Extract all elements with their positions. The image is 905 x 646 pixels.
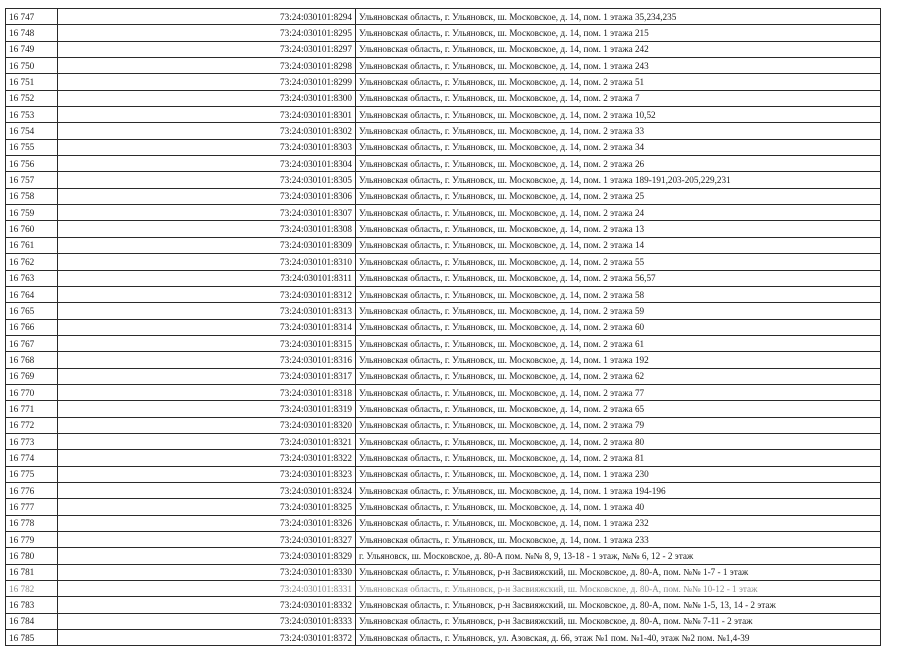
cadastral-number-cell: 73:24:030101:8306	[58, 188, 356, 204]
row-number-cell: 16 767	[6, 335, 58, 351]
address-cell: Ульяновская область, г. Ульяновск, ш. Московское, д. 14, пом. 1 этажа 232	[356, 515, 881, 531]
table-row	[6, 74, 881, 90]
cadastral-number-cell: 73:24:030101:8315	[58, 335, 356, 351]
row-number-cell: 16 782	[6, 581, 58, 597]
cadastral-number-cell: 73:24:030101:8311	[58, 270, 356, 286]
address-cell: г. Ульяновск, ш. Московское, д. 80-А пом. №№ 8, 9, 13-18 - 1 этаж, №№ 6, 12 - 2 этаж	[356, 548, 881, 564]
table-row	[6, 597, 881, 613]
row-number-cell: 16 754	[6, 123, 58, 139]
table-row	[6, 564, 881, 580]
row-number-cell: 16 747	[6, 9, 58, 25]
address-cell: Ульяновская область, г. Ульяновск, ш. Московское, д. 14, пом. 2 этажа 79	[356, 417, 881, 433]
row-number-cell: 16 768	[6, 352, 58, 368]
address-cell: Ульяновская область, г. Ульяновск, ш. Московское, д. 14, пом. 2 этажа 14	[356, 237, 881, 253]
document-page	[5, 8, 880, 646]
table-row	[6, 515, 881, 531]
table-row	[6, 417, 881, 433]
table-row	[6, 221, 881, 237]
cadastral-number-cell: 73:24:030101:8295	[58, 25, 356, 41]
address-cell: Ульяновская область, г. Ульяновск, ш. Московское, д. 14, пом. 2 этажа 59	[356, 303, 881, 319]
cadastral-number-cell: 73:24:030101:8320	[58, 417, 356, 433]
cadastral-number-cell: 73:24:030101:8321	[58, 433, 356, 449]
table-row	[6, 254, 881, 270]
cadastral-number-cell: 73:24:030101:8309	[58, 237, 356, 253]
row-number-cell: 16 770	[6, 384, 58, 400]
table-row	[6, 9, 881, 25]
row-number-cell: 16 769	[6, 368, 58, 384]
table-row	[6, 548, 881, 564]
row-number-cell: 16 764	[6, 286, 58, 302]
table-row	[6, 368, 881, 384]
cadastral-number-cell: 73:24:030101:8312	[58, 286, 356, 302]
row-number-cell: 16 771	[6, 401, 58, 417]
table-row	[6, 384, 881, 400]
row-number-cell: 16 763	[6, 270, 58, 286]
address-cell: Ульяновская область, г. Ульяновск, р-н Засвияжский, ш. Московское, д. 80-А, пом. №№ 10-12 - 1 этаж	[356, 581, 881, 597]
row-number-cell: 16 762	[6, 254, 58, 270]
address-cell: Ульяновская область, г. Ульяновск, ш. Московское, д. 14, пом. 1 этажа 40	[356, 499, 881, 515]
row-number-cell: 16 765	[6, 303, 58, 319]
address-cell: Ульяновская область, г. Ульяновск, ш. Московское, д. 14, пом. 2 этажа 51	[356, 74, 881, 90]
table-row	[6, 532, 881, 548]
cadastral-number-cell: 73:24:030101:8327	[58, 532, 356, 548]
cadastral-number-cell: 73:24:030101:8297	[58, 41, 356, 57]
address-cell: Ульяновская область, г. Ульяновск, ш. Московское, д. 14, пом. 2 этажа 62	[356, 368, 881, 384]
row-number-cell: 16 776	[6, 482, 58, 498]
table-row	[6, 450, 881, 466]
row-number-cell: 16 780	[6, 548, 58, 564]
table-row	[6, 401, 881, 417]
address-cell: Ульяновская область, г. Ульяновск, ш. Московское, д. 14, пом. 2 этажа 81	[356, 450, 881, 466]
cadastral-number-cell: 73:24:030101:8319	[58, 401, 356, 417]
table-row	[6, 630, 881, 646]
table-row	[6, 188, 881, 204]
table-row	[6, 335, 881, 351]
address-cell: Ульяновская область, г. Ульяновск, ш. Московское, д. 14, пом. 2 этажа 65	[356, 401, 881, 417]
table-row	[6, 482, 881, 498]
cadastral-number-cell: 73:24:030101:8298	[58, 58, 356, 74]
cadastral-number-cell: 73:24:030101:8326	[58, 515, 356, 531]
row-number-cell: 16 773	[6, 433, 58, 449]
cadastral-number-cell: 73:24:030101:8303	[58, 139, 356, 155]
cadastral-number-cell: 73:24:030101:8324	[58, 482, 356, 498]
address-cell: Ульяновская область, г. Ульяновск, ш. Московское, д. 14, пом. 2 этажа 80	[356, 433, 881, 449]
cadastral-number-cell: 73:24:030101:8331	[58, 581, 356, 597]
row-number-cell: 16 784	[6, 613, 58, 629]
row-number-cell: 16 755	[6, 139, 58, 155]
row-number-cell: 16 759	[6, 205, 58, 221]
row-number-cell: 16 766	[6, 319, 58, 335]
row-number-cell: 16 778	[6, 515, 58, 531]
address-cell: Ульяновская область, г. Ульяновск, ш. Московское, д. 14, пом. 1 этажа 243	[356, 58, 881, 74]
address-cell: Ульяновская область, г. Ульяновск, ш. Московское, д. 14, пом. 2 этажа 58	[356, 286, 881, 302]
table-row	[6, 139, 881, 155]
address-cell: Ульяновская область, г. Ульяновск, ш. Московское, д. 14, пом. 2 этажа 77	[356, 384, 881, 400]
address-cell: Ульяновская область, г. Ульяновск, ш. Московское, д. 14, пом. 2 этажа 34	[356, 139, 881, 155]
table-body	[6, 9, 881, 646]
cadastral-number-cell: 73:24:030101:8316	[58, 352, 356, 368]
address-cell: Ульяновская область, г. Ульяновск, ш. Московское, д. 14, пом. 2 этажа 7	[356, 90, 881, 106]
address-cell: Ульяновская область, г. Ульяновск, ш. Московское, д. 14, пом. 1 этажа 189-191,203-205,229,231	[356, 172, 881, 188]
table-row	[6, 156, 881, 172]
row-number-cell: 16 777	[6, 499, 58, 515]
table-row	[6, 172, 881, 188]
table-row	[6, 433, 881, 449]
cadastral-number-cell: 73:24:030101:8333	[58, 613, 356, 629]
address-cell: Ульяновская область, г. Ульяновск, р-н Засвияжский, ш. Московское, д. 80-А, пом. №№ 7-11 - 2 этаж	[356, 613, 881, 629]
address-cell: Ульяновская область, г. Ульяновск, ул. Азовская, д. 66, этаж №1 пом. №1-40, этаж №2 пом. №1,4-39	[356, 630, 881, 646]
address-cell: Ульяновская область, г. Ульяновск, ш. Московское, д. 14, пом. 1 этажа 242	[356, 41, 881, 57]
cadastral-number-cell: 73:24:030101:8332	[58, 597, 356, 613]
cadastral-number-cell: 73:24:030101:8330	[58, 564, 356, 580]
cadastral-number-cell: 73:24:030101:8314	[58, 319, 356, 335]
cadastral-number-cell: 73:24:030101:8307	[58, 205, 356, 221]
cadastral-number-cell: 73:24:030101:8308	[58, 221, 356, 237]
table-row	[6, 352, 881, 368]
cadastral-number-cell: 73:24:030101:8299	[58, 74, 356, 90]
table-row	[6, 270, 881, 286]
address-cell: Ульяновская область, г. Ульяновск, ш. Московское, д. 14, пом. 2 этажа 26	[356, 156, 881, 172]
address-cell: Ульяновская область, г. Ульяновск, ш. Московское, д. 14, пом. 2 этажа 10,52	[356, 107, 881, 123]
address-cell: Ульяновская область, г. Ульяновск, ш. Московское, д. 14, пом. 2 этажа 60	[356, 319, 881, 335]
cadastral-number-cell: 73:24:030101:8301	[58, 107, 356, 123]
cadastral-number-cell: 73:24:030101:8304	[58, 156, 356, 172]
row-number-cell: 16 750	[6, 58, 58, 74]
cadastral-number-cell: 73:24:030101:8300	[58, 90, 356, 106]
property-registry-table	[5, 8, 881, 646]
row-number-cell: 16 752	[6, 90, 58, 106]
row-number-cell: 16 751	[6, 74, 58, 90]
address-cell: Ульяновская область, г. Ульяновск, ш. Московское, д. 14, пом. 2 этажа 24	[356, 205, 881, 221]
row-number-cell: 16 761	[6, 237, 58, 253]
table-row	[6, 107, 881, 123]
cadastral-number-cell: 73:24:030101:8329	[58, 548, 356, 564]
address-cell: Ульяновская область, г. Ульяновск, ш. Московское, д. 14, пом. 2 этажа 33	[356, 123, 881, 139]
row-number-cell: 16 753	[6, 107, 58, 123]
row-number-cell: 16 785	[6, 630, 58, 646]
row-number-cell: 16 757	[6, 172, 58, 188]
address-cell: Ульяновская область, г. Ульяновск, ш. Московское, д. 14, пом. 1 этажа 230	[356, 466, 881, 482]
cadastral-number-cell: 73:24:030101:8323	[58, 466, 356, 482]
cadastral-number-cell: 73:24:030101:8310	[58, 254, 356, 270]
row-number-cell: 16 775	[6, 466, 58, 482]
cadastral-number-cell: 73:24:030101:8302	[58, 123, 356, 139]
table-row	[6, 303, 881, 319]
table-row	[6, 499, 881, 515]
address-cell: Ульяновская область, г. Ульяновск, ш. Московское, д. 14, пом. 2 этажа 25	[356, 188, 881, 204]
table-row	[6, 466, 881, 482]
cadastral-number-cell: 73:24:030101:8317	[58, 368, 356, 384]
table-row	[6, 41, 881, 57]
row-number-cell: 16 760	[6, 221, 58, 237]
address-cell: Ульяновская область, г. Ульяновск, ш. Московское, д. 14, пом. 2 этажа 56,57	[356, 270, 881, 286]
row-number-cell: 16 772	[6, 417, 58, 433]
address-cell: Ульяновская область, г. Ульяновск, ш. Московское, д. 14, пом. 1 этажа 35,234,235	[356, 9, 881, 25]
address-cell: Ульяновская область, г. Ульяновск, р-н Засвияжский, ш. Московское, д. 80-А, пом. №№ 1-7 - 1 этаж	[356, 564, 881, 580]
table-row	[6, 90, 881, 106]
row-number-cell: 16 756	[6, 156, 58, 172]
address-cell: Ульяновская область, г. Ульяновск, ш. Московское, д. 14, пом. 2 этажа 55	[356, 254, 881, 270]
address-cell: Ульяновская область, г. Ульяновск, ш. Московское, д. 14, пом. 1 этажа 233	[356, 532, 881, 548]
address-cell: Ульяновская область, г. Ульяновск, ш. Московское, д. 14, пом. 2 этажа 61	[356, 335, 881, 351]
row-number-cell: 16 779	[6, 532, 58, 548]
table-row	[6, 286, 881, 302]
cadastral-number-cell: 73:24:030101:8305	[58, 172, 356, 188]
table-row	[6, 25, 881, 41]
address-cell: Ульяновская область, г. Ульяновск, ш. Московское, д. 14, пом. 1 этажа 215	[356, 25, 881, 41]
row-number-cell: 16 749	[6, 41, 58, 57]
address-cell: Ульяновская область, г. Ульяновск, ш. Московское, д. 14, пом. 2 этажа 13	[356, 221, 881, 237]
address-cell: Ульяновская область, г. Ульяновск, р-н Засвияжский, ш. Московское, д. 80-А, пом. №№ 1-5, 13, 14 - 2 этаж	[356, 597, 881, 613]
table-row	[6, 581, 881, 597]
row-number-cell: 16 781	[6, 564, 58, 580]
address-cell: Ульяновская область, г. Ульяновск, ш. Московское, д. 14, пом. 1 этажа 194-196	[356, 482, 881, 498]
cadastral-number-cell: 73:24:030101:8318	[58, 384, 356, 400]
table-row	[6, 613, 881, 629]
row-number-cell: 16 774	[6, 450, 58, 466]
cadastral-number-cell: 73:24:030101:8294	[58, 9, 356, 25]
cadastral-number-cell: 73:24:030101:8325	[58, 499, 356, 515]
table-row	[6, 205, 881, 221]
table-row	[6, 123, 881, 139]
cadastral-number-cell: 73:24:030101:8313	[58, 303, 356, 319]
row-number-cell: 16 758	[6, 188, 58, 204]
cadastral-number-cell: 73:24:030101:8372	[58, 630, 356, 646]
row-number-cell: 16 748	[6, 25, 58, 41]
row-number-cell: 16 783	[6, 597, 58, 613]
table-row	[6, 319, 881, 335]
table-row	[6, 237, 881, 253]
address-cell: Ульяновская область, г. Ульяновск, ш. Московское, д. 14, пом. 1 этажа 192	[356, 352, 881, 368]
cadastral-number-cell: 73:24:030101:8322	[58, 450, 356, 466]
table-row	[6, 58, 881, 74]
